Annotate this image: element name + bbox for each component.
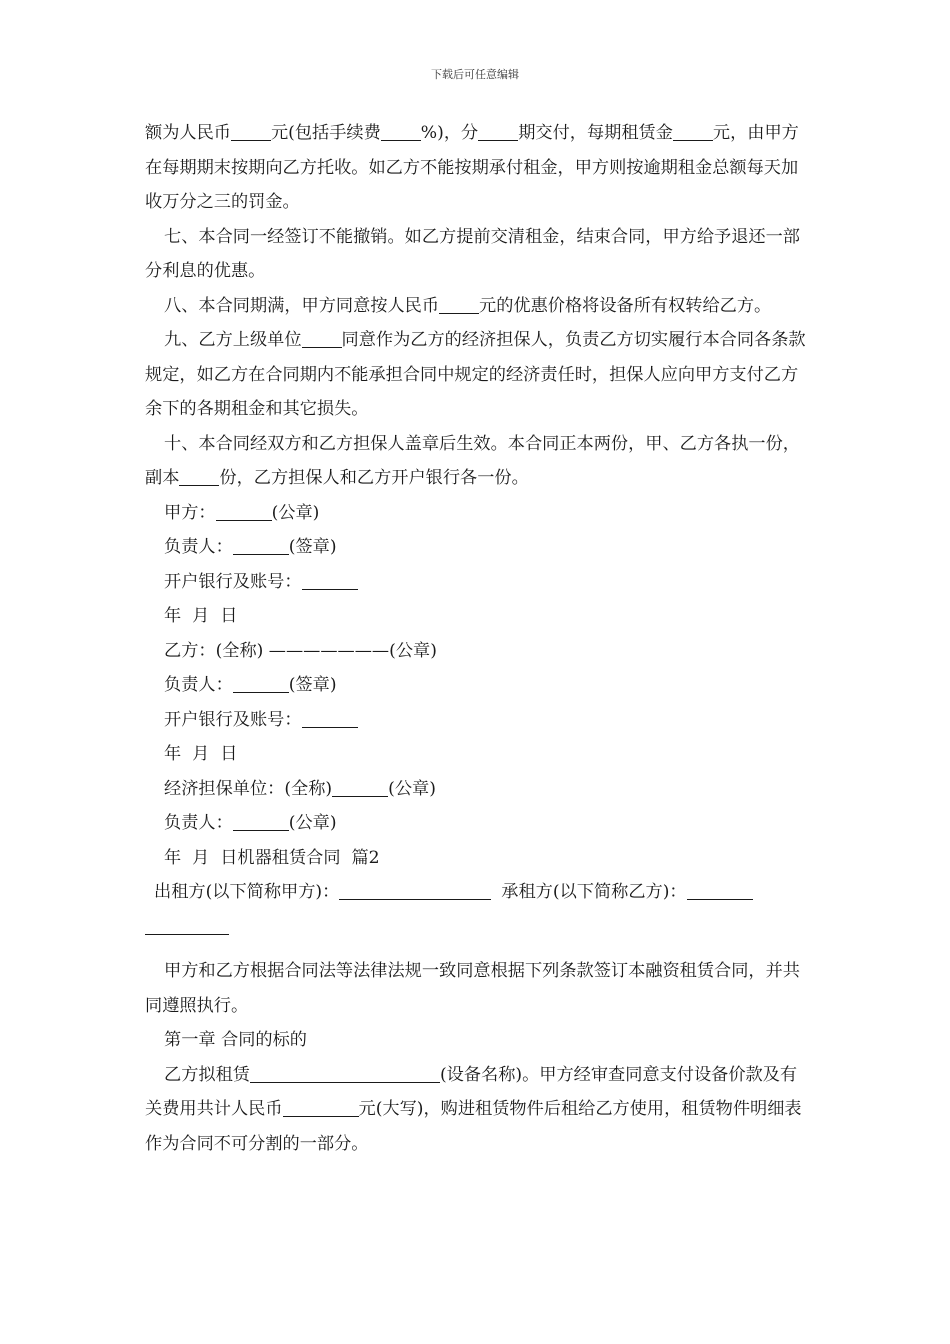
blank-field — [381, 123, 421, 141]
paragraph-clause-8 — [145, 289, 807, 324]
label: 负责人： — [164, 675, 233, 695]
lessor-label: 出租方(以下简称甲方)： — [154, 882, 340, 902]
text-segment: %)，分 — [420, 123, 479, 143]
blank-field — [283, 1099, 359, 1117]
sign-party-a — [145, 496, 807, 531]
blank-field — [339, 882, 491, 900]
blank-field — [233, 537, 289, 555]
text-segment: 元的优惠价格将设备所有权转给乙方。 — [479, 295, 772, 316]
blank-field — [233, 675, 289, 693]
page-header: 下载后可任意编辑 — [431, 68, 519, 81]
text-segment: 八、本合同期满，甲方同意按人民币 — [164, 295, 440, 316]
sign-party-b: 乙方：(全称) ———————(公章) — [164, 640, 437, 661]
label: 甲方： — [164, 502, 216, 523]
text-segment: 九、乙方上级单位 — [164, 330, 302, 350]
blank-field — [302, 709, 358, 727]
text-segment: 期交付，每期租赁金 — [518, 123, 673, 143]
paragraph-clause-7: 七、本合同一经签订不能撤销。如乙方提前交清租金，结束合同，甲方给予退还一部分利息的优惠。 — [145, 226, 800, 281]
party-line — [145, 875, 807, 910]
sign-bank-a — [145, 565, 807, 600]
label: (公章) — [388, 778, 436, 799]
label: 负责人： — [164, 813, 233, 833]
sign-bank-b — [145, 703, 807, 738]
label: (公章) — [271, 502, 320, 523]
section-title-2: 年 月 日机器租赁合同 篇2 — [164, 847, 380, 868]
blank-field — [673, 123, 713, 141]
text-segment: 元，由甲方在每期期末按期向乙方托收。如乙方不能按期承付租金，甲方则按逾期租金总额每天加收万分之三的罚金。 — [145, 123, 799, 212]
blank-field — [179, 468, 219, 486]
sign-resp-a — [145, 530, 807, 565]
blank-field — [302, 571, 358, 589]
text-segment: 元(包括手续费 — [270, 123, 381, 143]
paragraph-clause-10 — [145, 427, 807, 496]
label: 经济担保单位：(全称) — [164, 778, 333, 799]
blank-field — [478, 123, 518, 141]
text-segment: 额为人民币 — [145, 123, 231, 143]
paragraph-clause-9 — [145, 323, 807, 427]
blank-field — [145, 916, 229, 934]
paragraph-payment — [145, 116, 807, 220]
label: 开户银行及账号： — [164, 571, 302, 592]
blank-field — [231, 123, 271, 141]
blank-field — [687, 882, 753, 900]
blank-field — [233, 813, 289, 831]
label: (公章) — [288, 813, 337, 833]
blank-field — [250, 1064, 440, 1082]
text-segment: 十、本合同经双方和乙方担保人盖章后生效。本合同正本两份，甲、乙方各执一份，副本 — [145, 433, 800, 488]
text-segment: 元(大写)，购进租赁物件后租给乙方使用，租赁物件明细表作为合同不可分割的一部分。 — [145, 1099, 802, 1154]
document-body — [145, 116, 807, 1161]
label: (签章) — [288, 675, 337, 695]
blank-field — [439, 295, 479, 313]
sign-resp-guarantor — [145, 806, 807, 841]
text-segment: (设备名称)。甲方经审查同意支付设备价款及有关费用共计人民币 — [145, 1064, 798, 1119]
text-segment: 同意作为乙方的经济担保人，负责乙方切实履行本合同各条款规定，如乙方在合同期内不能承担合同中规定的经济责任时，担保人应向甲方支付乙方余下的各期租金和其它损失。 — [145, 330, 806, 419]
label: 负责人： — [164, 537, 233, 557]
sign-guarantor — [145, 772, 807, 807]
paragraph-subject — [145, 1058, 807, 1162]
sign-date-b: 年 月 日 — [164, 744, 238, 764]
label: (签章) — [288, 537, 337, 557]
sign-resp-b — [145, 668, 807, 703]
blank-field — [332, 778, 388, 796]
label: 开户银行及账号： — [164, 709, 302, 730]
paragraph-intro: 甲方和乙方根据合同法等法律法规一致同意根据下列条款签订本融资租赁合同，并共同遵照执行。 — [145, 961, 800, 1016]
blank-field — [302, 330, 342, 348]
lessee-label: 承租方(以下简称乙方)： — [501, 882, 687, 902]
sign-date-a: 年 月 日 — [164, 606, 238, 626]
chapter-heading: 第一章 合同的标的 — [164, 1030, 307, 1050]
text-segment: 乙方拟租赁 — [164, 1064, 250, 1085]
party-line-continued — [145, 910, 807, 945]
text-segment: 份，乙方担保人和乙方开户银行各一份。 — [219, 468, 529, 488]
blank-field — [216, 502, 272, 520]
